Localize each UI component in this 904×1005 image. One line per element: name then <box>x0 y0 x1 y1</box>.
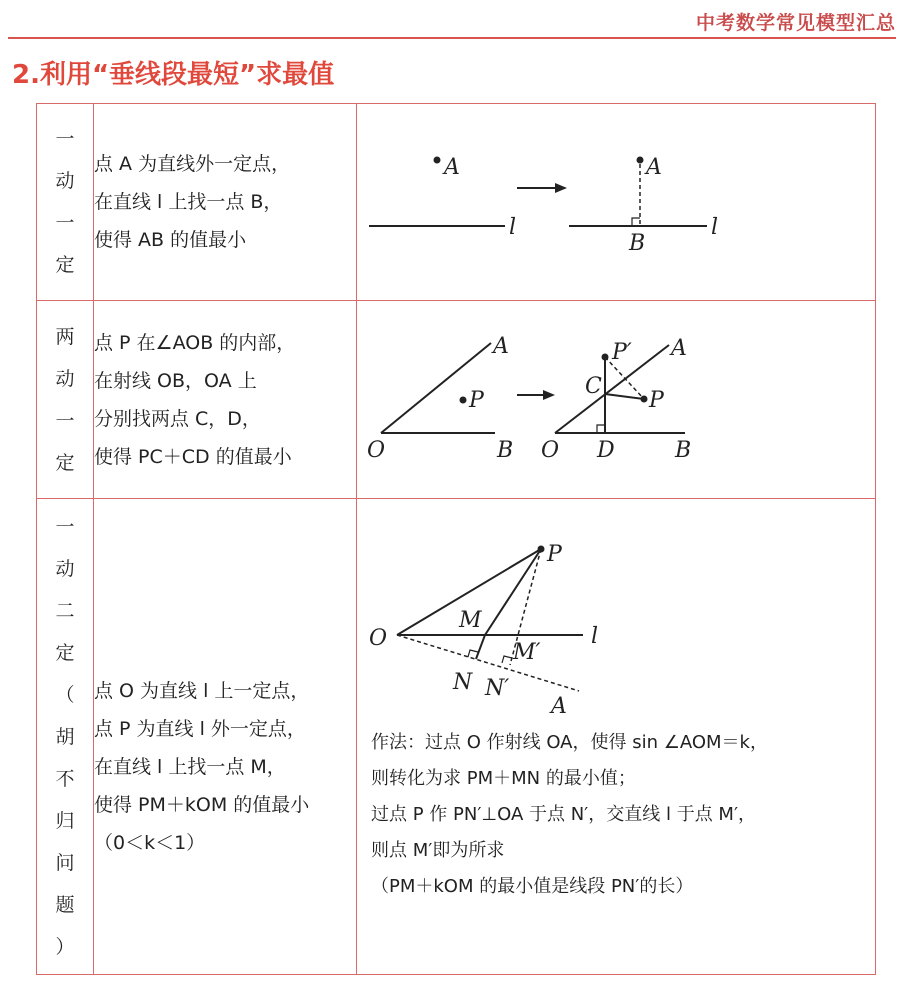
row-figure-cell <box>357 104 876 301</box>
label-a: A <box>551 694 567 719</box>
point-a <box>637 157 644 164</box>
label-m-prime: M′ <box>513 640 541 665</box>
row-label-cell <box>37 104 94 301</box>
method-line: 则转化为求 PM＋MN 的最小值； <box>371 768 636 789</box>
row-label-char: 定 <box>55 254 75 276</box>
row-label-char: 动 <box>55 170 75 192</box>
row-label-char: 一 <box>55 212 75 234</box>
row-label-char: 题 <box>55 893 75 916</box>
label-o: O <box>367 438 386 463</box>
right-angle-mark <box>632 218 640 226</box>
description-line: 在直线 l 上找一点 B， <box>94 191 283 213</box>
description-line: 使得 AB 的值最小 <box>94 229 247 251</box>
description-line: 在直线 l 上找一点 M， <box>94 755 286 778</box>
point-a <box>434 157 441 164</box>
table-row <box>37 301 876 499</box>
arrow-icon <box>543 390 555 400</box>
description-line: 使得 PM＋kOM 的值最小 <box>94 793 310 816</box>
row-figure-cell <box>357 301 876 499</box>
segment-cp <box>605 394 644 399</box>
right-angle-mark <box>502 656 512 663</box>
row-label-char: 动 <box>55 557 75 580</box>
label-m: M <box>459 608 482 633</box>
method-line: 则点 M′即为所求 <box>371 840 505 861</box>
method-line: （PM＋kOM 的最小值是线段 PN′的长） <box>371 876 694 897</box>
row-description-cell <box>94 104 357 301</box>
label-a: A <box>444 155 460 180</box>
segment-pm <box>485 549 541 635</box>
row-label-char: 胡 <box>55 725 75 748</box>
row-label-char: 归 <box>55 809 75 832</box>
figure-one-moving-one-fixed <box>357 104 875 300</box>
description-line: 点 P 为直线 l 外一定点， <box>94 717 306 740</box>
point-p <box>460 397 467 404</box>
label-d: D <box>597 438 615 463</box>
method-line: 过点 P 作 PN′⊥OA 于点 N′，交直线 l 于点 M′， <box>371 804 757 825</box>
label-a: A <box>646 155 662 180</box>
table-row <box>37 104 876 301</box>
method-text <box>357 725 875 905</box>
label-p: P <box>649 388 664 413</box>
row-label-char: 一 <box>55 409 75 432</box>
arrow-icon <box>555 183 567 193</box>
label-p: P <box>547 542 562 567</box>
point-p <box>641 396 648 403</box>
row-description-cell <box>94 301 357 499</box>
label-l: l <box>591 624 599 649</box>
label-c: C <box>585 374 602 399</box>
row-label-char: 动 <box>55 367 75 390</box>
label-p: P <box>469 388 484 413</box>
right-angle-mark <box>597 425 605 433</box>
label-p-prime: P′ <box>612 340 632 365</box>
description-line: 使得 PC＋CD 的值最小 <box>94 445 292 468</box>
row-label-char: 二 <box>55 599 75 622</box>
description-line: （0＜k＜1） <box>94 831 206 854</box>
row-label-char: ） <box>55 935 75 958</box>
description-line: 点 A 为直线外一定点， <box>94 153 291 175</box>
row-label-char: 定 <box>55 641 75 664</box>
label-b: B <box>675 438 692 463</box>
label-a: A <box>493 334 509 359</box>
method-line: 作法：过点 O 作射线 OA，使得 sin ∠AOM＝k， <box>371 732 768 753</box>
row-label-char: （ <box>55 683 75 706</box>
description-line: 点 P 在∠AOB 的内部， <box>94 331 296 354</box>
row-label-char: 定 <box>55 451 75 474</box>
row-label-cell <box>37 499 94 975</box>
row-label-char: 两 <box>55 325 75 348</box>
row-label-cell <box>37 301 94 499</box>
row-label-char: 问 <box>55 851 75 874</box>
table-row <box>37 499 876 975</box>
row-figure-cell <box>357 499 876 975</box>
label-o: O <box>541 438 560 463</box>
point-p <box>538 546 545 553</box>
label-b: B <box>629 231 646 256</box>
label-n-prime: N′ <box>485 676 510 701</box>
label-o: O <box>369 626 388 651</box>
label-b: B <box>497 438 514 463</box>
label-n: N <box>453 670 473 695</box>
description-line: 分别找两点 C，D， <box>94 407 261 430</box>
segment-mn <box>476 635 485 659</box>
section-title: 2.利用“垂线段最短”求最值 <box>12 60 335 90</box>
row-label-char: 一 <box>55 515 75 538</box>
label-l: l <box>711 215 719 240</box>
figure-two-moving-one-fixed <box>357 301 875 498</box>
row-label-char: 一 <box>55 128 75 150</box>
row-label-char: 不 <box>55 767 75 790</box>
label-l: l <box>509 215 517 240</box>
figure-hubugui-problem <box>357 499 875 725</box>
series-header: 中考数学常见模型汇总 <box>695 12 896 34</box>
header-divider <box>8 37 896 39</box>
model-table <box>36 103 876 975</box>
description-line: 点 O 为直线 l 上一定点， <box>94 679 310 702</box>
row-description-cell <box>94 499 357 975</box>
label-a: A <box>671 336 687 361</box>
description-line: 在射线 OB，OA 上 <box>94 369 257 392</box>
